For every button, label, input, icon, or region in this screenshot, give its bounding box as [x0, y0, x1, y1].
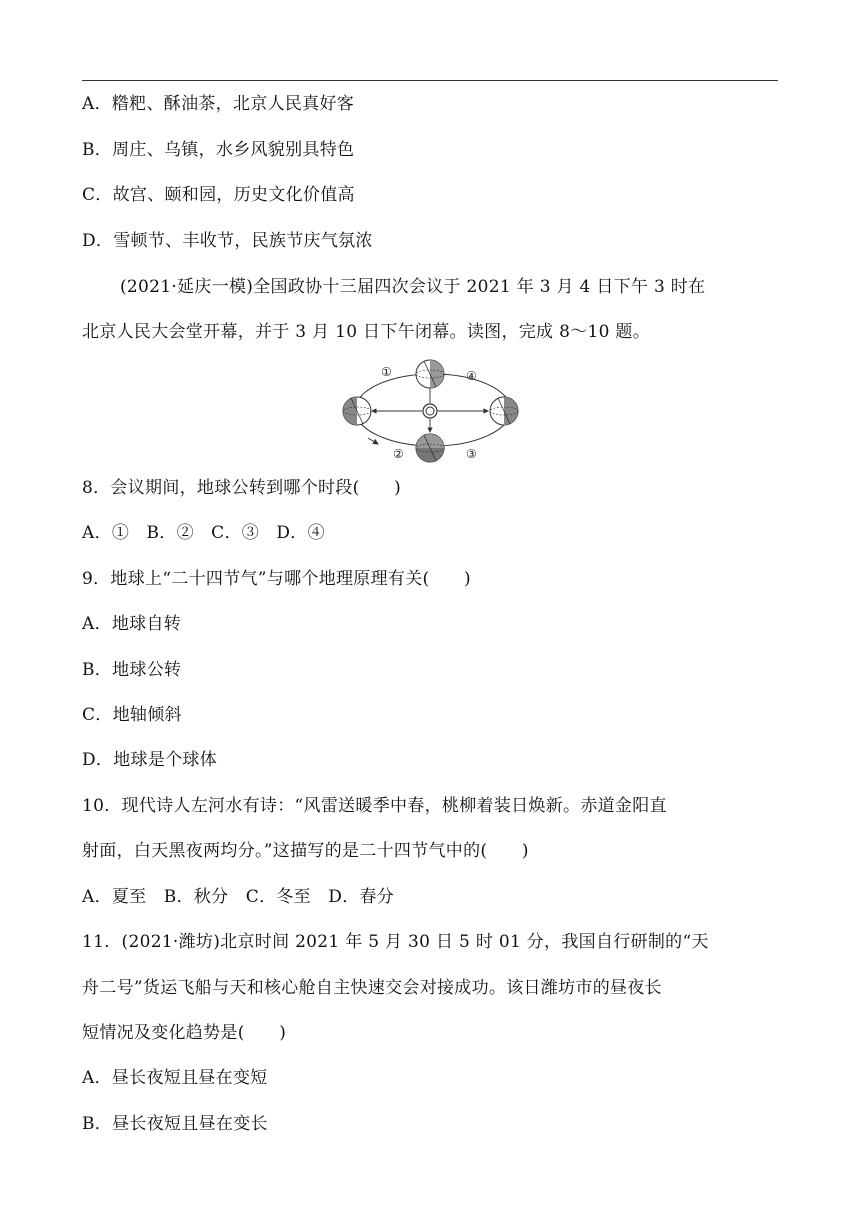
option-11a: A．昼长夜短且昼在变短 [82, 1068, 268, 1088]
earth-right-icon [490, 397, 518, 425]
context-line-1: (2021·延庆一模)全国政协十三届四次会议于 2021 年 3 月 4 日下午 3 时在 [120, 277, 706, 297]
diagram-label-3: ③ [466, 447, 477, 461]
option-9d: D．地球是个球体 [82, 750, 218, 770]
diagram-label-1: ① [381, 365, 392, 379]
earth-top-icon [416, 360, 444, 388]
diagram-label-4: ④ [466, 369, 477, 383]
question-10-line-1: 10．现代诗人左河水有诗：“风雷送暖季中春，桃柳着装日焕新。赤道金阳直 [82, 796, 667, 816]
option-9b: B．地球公转 [82, 660, 182, 680]
option-7a: A．糌粑、酥油茶，北京人民真好客 [82, 94, 355, 114]
question-11-line-2: 舟二号”货运飞船与天和核心舱自主快速交会对接成功。该日潍坊市的昼夜长 [82, 978, 662, 998]
context-line-2: 北京人民大会堂开幕，并于 3 月 10 日下午闭幕。读图，完成 8～10 题。 [82, 322, 651, 342]
option-9a: A．地球自转 [82, 614, 182, 634]
earth-orbit-diagram [338, 358, 528, 468]
question-8: 8．会议期间，地球公转到哪个时段( ) [82, 478, 402, 498]
options-8: A．① B．② C．③ D．④ [82, 523, 325, 543]
diagram-label-2: ② [393, 447, 404, 461]
options-10: A．夏至 B．秋分 C．冬至 D．春分 [82, 887, 395, 907]
question-10-line-2: 射面，白天黑夜两均分。”这描写的是二十四节气中的( ) [82, 841, 529, 861]
earth-bottom-icon [416, 434, 444, 462]
option-7b: B．周庄、乌镇，水乡风貌别具特色 [82, 140, 355, 160]
option-7c: C．故宫、颐和园，历史文化价值高 [82, 185, 355, 205]
option-11b: B．昼长夜短且昼在变长 [82, 1114, 268, 1134]
sun-icon [423, 404, 437, 418]
header-rule [82, 80, 778, 81]
option-7d: D．雪顿节、丰收节，民族节庆气氛浓 [82, 231, 373, 251]
question-9: 9．地球上“二十四节气”与哪个地理原理有关( ) [82, 569, 471, 589]
question-11-line-3: 短情况及变化趋势是( ) [82, 1023, 287, 1043]
option-9c: C．地轴倾斜 [82, 705, 182, 725]
question-11-line-1: 11．(2021·潍坊)北京时间 2021 年 5 月 30 日 5 时 01 分，我国自行研制的“天 [82, 932, 709, 952]
earth-left-icon [343, 397, 371, 425]
